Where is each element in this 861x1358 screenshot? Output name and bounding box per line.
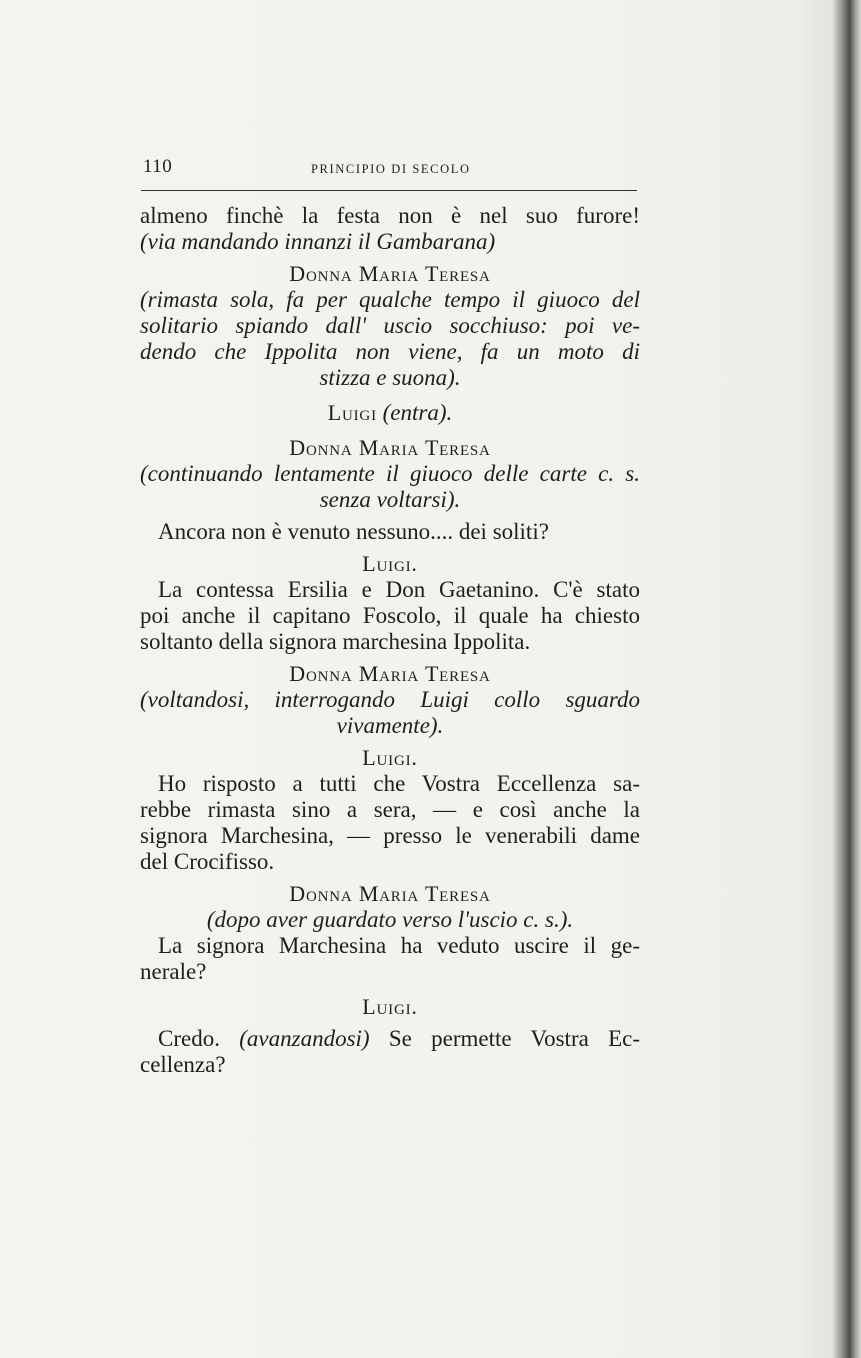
speaker-line — [140, 400, 640, 426]
text-line: signora Marchesina, — presso le venerabili dame — [140, 823, 640, 848]
text-line: La signora Marchesina ha veduto uscire il ge- — [158, 933, 640, 958]
stage-direction: solitario spiando dall' uscio socchiuso: poi ve- — [140, 313, 640, 338]
speaker-name: Luigi. — [362, 551, 418, 576]
stage-direction: (rimasta sola, fa per qualche tempo il giuoco del — [140, 287, 640, 312]
stage-direction: dendo che Ippolita non viene, fa un moto di — [140, 339, 640, 364]
speaker-name: Luigi — [327, 400, 377, 425]
text-line: poi anche il capitano Foscolo, il quale ha chiesto — [140, 603, 640, 628]
page-header — [143, 156, 638, 180]
stage-direction: (avanzandosi) — [239, 1026, 370, 1051]
text-line: del Crocifisso. — [140, 849, 275, 874]
running-title: PRINCIPIO DI SECOLO — [311, 162, 471, 176]
stage-direction: stizza e suona). — [319, 365, 461, 390]
header-rule — [141, 190, 637, 191]
speaker-name: Donna Maria Teresa — [289, 261, 491, 286]
text-line: La contessa Ersilia e Don Gaetanino. C'è stato — [158, 577, 640, 602]
page-gutter-shadow — [823, 0, 861, 1358]
text-line: rebbe rimasta sino a sera, — e così anche la — [140, 797, 640, 822]
text-line: Ancora non è venuto nessuno.... dei soliti? — [158, 519, 549, 544]
page-number: 110 — [143, 156, 173, 177]
text-line: almeno finchè la festa non è nel suo furore! — [140, 203, 640, 228]
speaker-name: Donna Maria Teresa — [289, 435, 491, 460]
stage-direction: vivamente). — [336, 713, 444, 738]
stage-direction: (entra). — [382, 400, 453, 425]
stage-direction: (voltandosi, interrogando Luigi collo sguardo — [140, 687, 640, 712]
speaker-name: Donna Maria Teresa — [289, 881, 491, 906]
speaker-name: Luigi. — [362, 994, 418, 1019]
stage-direction: (via mandando innanzi il Gambarana) — [140, 229, 496, 254]
stage-direction: (dopo aver guardato verso l'uscio c. s.). — [206, 907, 574, 932]
speech-text: Se permette Vostra Ec- — [369, 1026, 641, 1051]
stage-direction: senza voltarsi). — [319, 487, 461, 512]
text-line: nerale? — [140, 959, 207, 984]
speaker-name: Donna Maria Teresa — [289, 661, 491, 686]
text-line: Ho risposto a tutti che Vostra Eccellenza sa- — [158, 771, 640, 796]
text-line: cellenza? — [140, 1052, 226, 1077]
text-line — [140, 1026, 640, 1052]
speech-text: Credo. — [158, 1026, 240, 1051]
text-line: soltanto della signora marchesina Ippolita. — [140, 629, 531, 654]
play-text — [140, 203, 640, 1078]
stage-direction: (continuando lentamente il giuoco delle carte c. s. — [140, 461, 640, 486]
speaker-name: Luigi. — [362, 745, 418, 770]
